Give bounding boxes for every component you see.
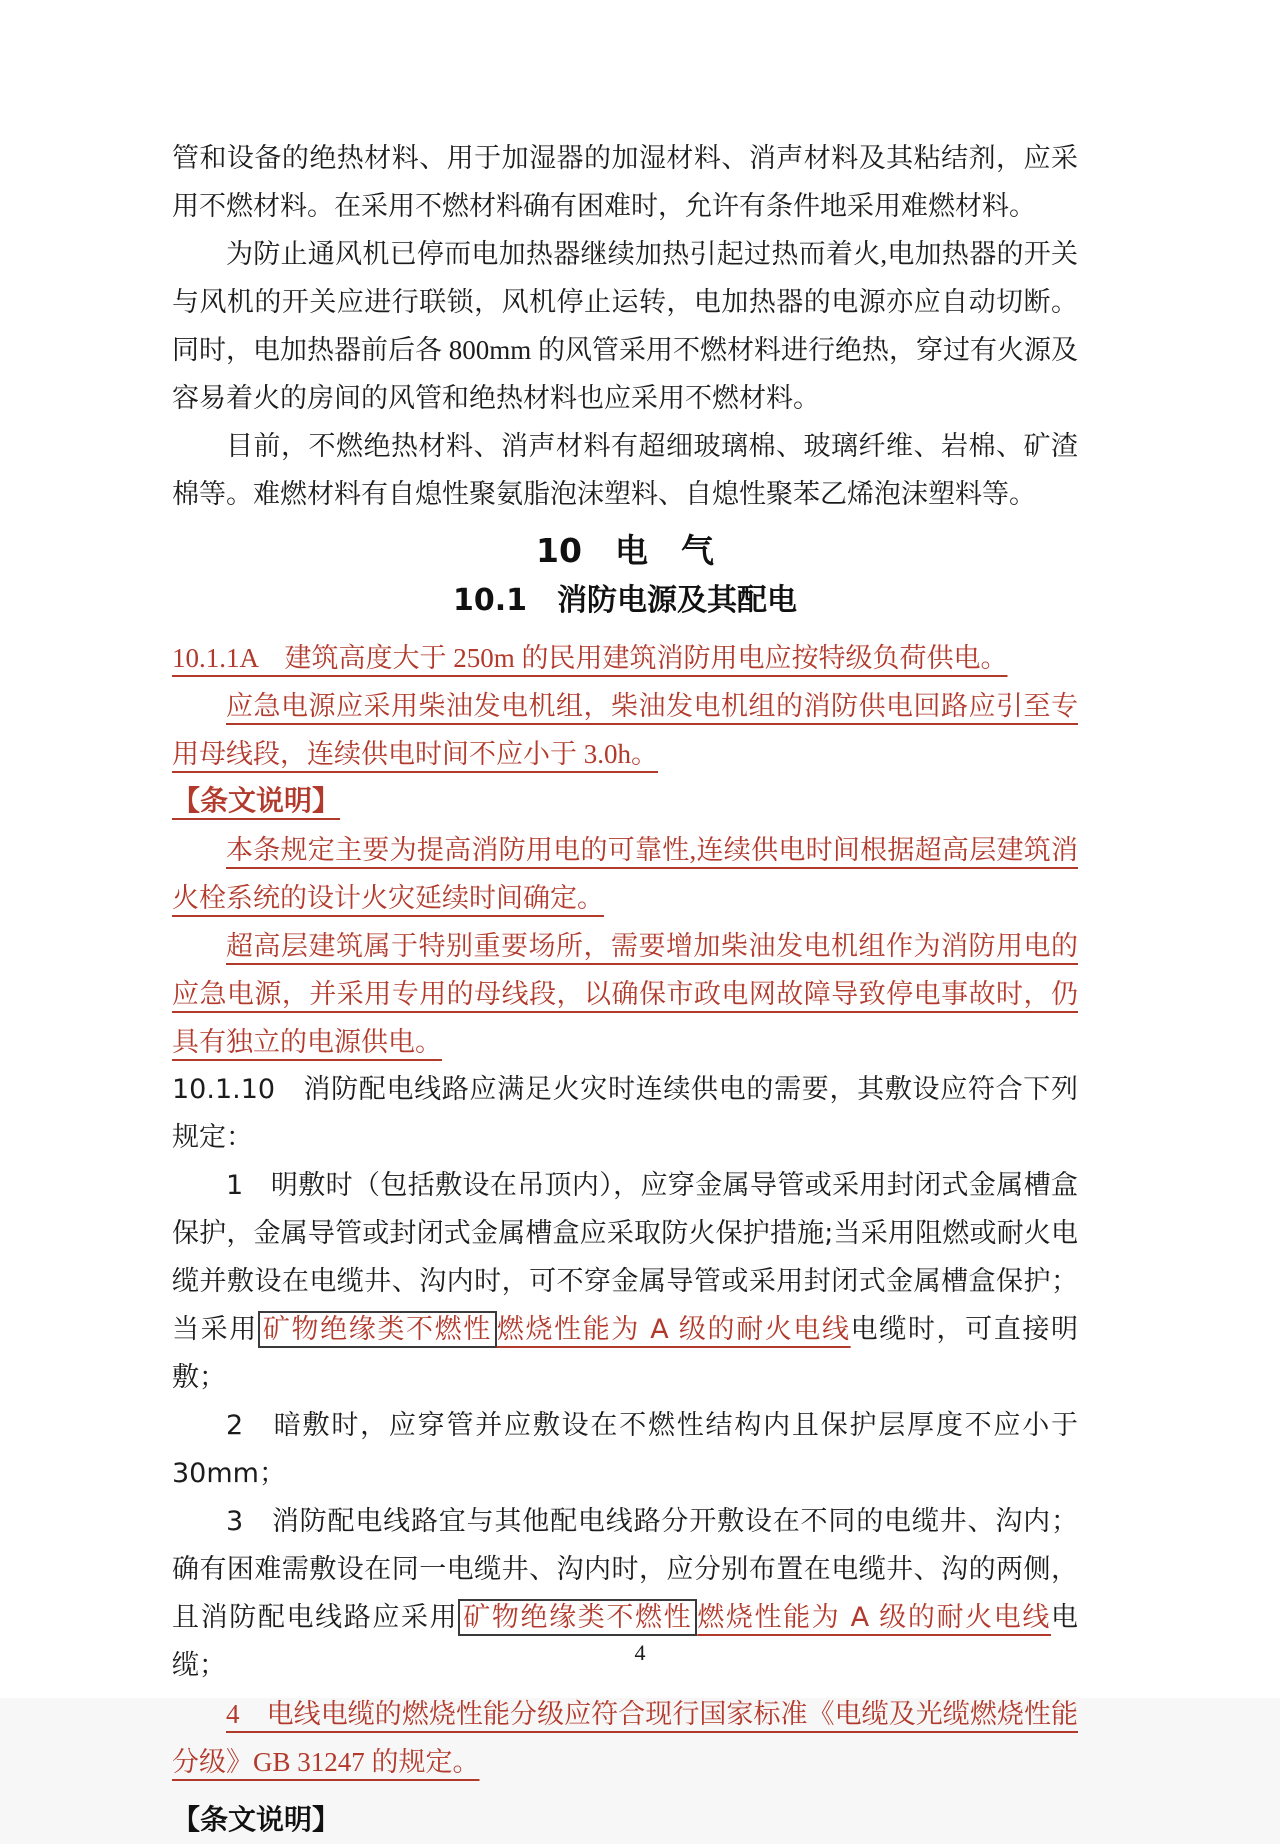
document-content <box>172 134 1078 1844</box>
item-1-inserted-box: 矿物绝缘类不燃性 <box>258 1311 497 1348</box>
chapter-heading: 10 电 气 <box>536 531 714 570</box>
clause-10-1-10-item-1 <box>172 1162 1078 1402</box>
paragraph-electric-heater: 为防止通风机已停而电加热器继续加热引起过热而着火,电加热器的开关与风机的开关应进行联锁，风机停止运转，电加热器的电源亦应自动切断。同时，电加热器前后各 800mm 的风管采用不燃材料进行绝热，穿过有火源及容易着火的房间的风管和绝热材料也应采用不燃材料。 <box>172 239 1079 413</box>
paragraph-insulation-materials: 管和设备的绝热材料、用于加湿器的加湿材料、消声材料及其粘结剂，应采用不燃材料。在采用不燃材料确有困难时，允许有条件地采用难燃材料。 <box>172 143 1078 221</box>
commentary-red-paragraph-2: 超高层建筑属于特别重要场所，需要增加柴油发电机组作为消防用电的应急电源，并采用专用的母线段，以确保市政电网故障导致停电事故时，仍具有独立的电源供电。 <box>172 931 1078 1057</box>
commentary-red-paragraph-1: 本条规定主要为提高消防用电的可靠性,连续供电时间根据超高层建筑消火栓系统的设计火灾延续时间确定。 <box>172 835 1078 913</box>
commentary-label-red: 【条文说明】 <box>172 786 341 817</box>
item-1-text-end: 电缆时，可直接明敷； <box>172 1314 1079 1393</box>
item-3-red-underlined-text: 燃烧性能为 A 级的耐火电线 <box>697 1602 1052 1633</box>
clause-10-1-1A-line: 10.1.1A 建筑高度大于 250m 的民用建筑消防用电应按特级负荷供电。 <box>172 643 1008 673</box>
item-3-text-end: 电缆； <box>172 1602 1079 1681</box>
paragraph-noncombustible-materials: 目前，不燃绝热材料、消声材料有超细玻璃棉、玻璃纤维、岩棉、矿渣棉等。难燃材料有自熄性聚氨脂泡沫塑料、自熄性聚苯乙烯泡沫塑料等。 <box>172 431 1078 509</box>
item-3-inserted-box: 矿物绝缘类不燃性 <box>458 1599 697 1636</box>
clause-10-1-10-item-2: 2 暗敷时，应穿管并应敷设在不燃性结构内且保护层厚度不应小于 30mm； <box>172 1410 1078 1489</box>
clause-10-1-1A-paragraph: 应急电源应采用柴油发电机组，柴油发电机组的消防供电回路应引至专用母线段，连续供电时间不应小于 3.0h。 <box>172 691 1078 769</box>
item-3-text: 3 消防配电线路宜与其他配电线路分开敷设在不同的电缆井、沟内；确有困难需敷设在同一电缆井、沟内时，应分别布置在电缆井、沟的两侧，且消防配电线路应采用 <box>172 1506 1078 1633</box>
item-1-red-underlined-text: 燃烧性能为 A 级的耐火电线 <box>496 1314 851 1345</box>
page-number: 4 <box>634 1640 646 1665</box>
clause-10-1-10-heading: 10.1.10 消防配电线路应满足火灾时连续供电的需要，其敷设应符合下列规定： <box>172 1074 1078 1153</box>
clause-10-1-10-item-4: 4 电线电缆的燃烧性能分级应符合现行国家标准《电缆及光缆燃烧性能分级》GB 31247 的规定。 <box>172 1699 1078 1777</box>
section-heading: 10.1 消防电源及其配电 <box>452 583 798 618</box>
item-1-text: 1 明敷时（包括敷设在吊顶内），应穿金属导管或采用封闭式金属槽盒保护，金属导管或封闭式金属槽盒应采取防火保护措施;当采用阻燃或耐火电缆并敷设在电缆井、沟内时，可不穿金属导管或采用封闭式金属槽盒保护；当采用 <box>172 1170 1078 1345</box>
commentary-label-black: 【条文说明】 <box>172 1803 341 1836</box>
